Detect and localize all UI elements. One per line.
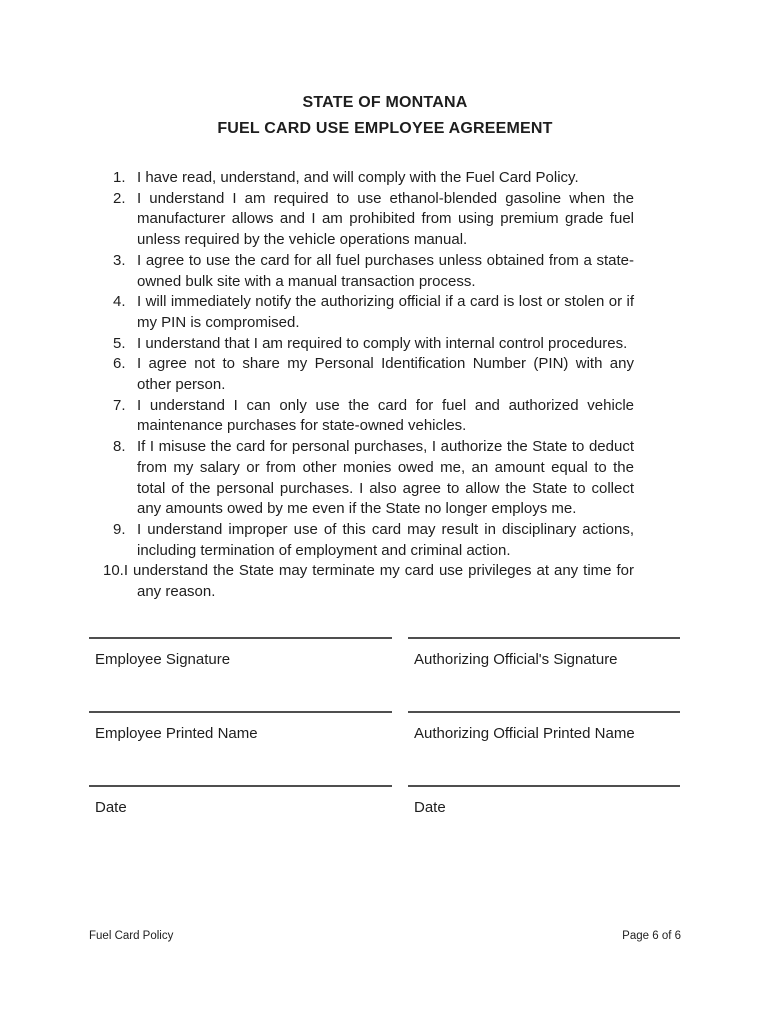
item-number: 9. bbox=[113, 520, 126, 538]
employee-signature-field bbox=[89, 637, 392, 670]
authorizing-official-signature-label: Authorizing Official's Signature bbox=[414, 651, 618, 668]
employee-date-label: Date bbox=[95, 799, 127, 816]
agreement-list bbox=[103, 168, 634, 603]
authorizing-official-printed-name-field bbox=[408, 711, 680, 744]
page-footer bbox=[89, 929, 681, 943]
employee-printed-name-label: Employee Printed Name bbox=[95, 725, 258, 742]
footer-page-number: Page 6 of 6 bbox=[622, 930, 681, 942]
agreement-item-6 bbox=[103, 354, 634, 395]
item-text: I agree not to share my Personal Identification Number (PIN) with any other person. bbox=[137, 355, 634, 394]
item-number: 10. bbox=[103, 562, 124, 580]
item-number: 6. bbox=[113, 355, 126, 373]
item-number: 7. bbox=[113, 396, 126, 414]
item-text: I have read, understand, and will comply with the Fuel Card Policy. bbox=[137, 169, 579, 186]
agreement-item-4 bbox=[103, 292, 634, 333]
item-text: I understand that I am required to comply with internal control procedures. bbox=[137, 334, 628, 352]
item-text: I agree to use the card for all fuel purchases unless obtained from a state-owned bulk site with a manual transaction process. bbox=[137, 251, 634, 290]
item-text: I understand I am required to use ethanol-blended gasoline when the manufacturer allows and I am prohibited from using premium grade fuel unless required by the vehicle operations manual. bbox=[137, 189, 634, 249]
item-text: I understand I can only use the card for fuel and authorized vehicle maintenance purchases for state-owned vehicles. bbox=[137, 396, 634, 435]
item-text: I understand the State may terminate my card use privileges at any time for any reason. bbox=[123, 562, 634, 601]
employee-printed-name-field bbox=[89, 711, 392, 744]
document-title bbox=[0, 90, 770, 142]
agreement-item-5 bbox=[103, 334, 634, 355]
agreement-item-8 bbox=[103, 437, 634, 520]
agreement-item-9 bbox=[103, 520, 634, 561]
item-number: 3. bbox=[113, 251, 126, 269]
item-text: I understand improper use of this card may result in disciplinary actions, including termination of employment and criminal action. bbox=[137, 520, 634, 559]
agreement-item-3 bbox=[103, 251, 634, 292]
item-number: 5. bbox=[113, 334, 126, 352]
item-number: 2. bbox=[113, 189, 126, 207]
signature-row-signatures bbox=[89, 637, 680, 670]
item-number: 8. bbox=[113, 438, 126, 456]
agreement-item-10 bbox=[103, 561, 634, 602]
item-number: 1. bbox=[113, 169, 126, 186]
signature-row-dates bbox=[89, 785, 680, 818]
signature-row-printed-names bbox=[89, 711, 680, 744]
agreement-item-1 bbox=[103, 168, 634, 189]
agreement-item-7 bbox=[103, 396, 634, 437]
agreement-item-2 bbox=[103, 189, 634, 251]
item-text: I will immediately notify the authorizing official if a card is lost or stolen or if my PIN is compromised. bbox=[137, 293, 634, 331]
item-text: If I misuse the card for personal purchases, I authorize the State to deduct from my salary or from other monies owed me, an amount equal to the total of the personal purchases. I also agree to allow the State to collect any amounts owed by me even if the State no longer employs me. bbox=[137, 438, 634, 518]
authorizing-official-date-field bbox=[408, 785, 680, 818]
authorizing-official-date-label: Date bbox=[414, 799, 446, 816]
title-line-2: FUEL CARD USE EMPLOYEE AGREEMENT bbox=[217, 120, 553, 137]
employee-signature-label: Employee Signature bbox=[95, 651, 231, 668]
authorizing-official-signature-field bbox=[408, 637, 680, 670]
employee-date-field bbox=[89, 785, 392, 818]
authorizing-official-printed-name-label: Authorizing Official Printed Name bbox=[414, 725, 635, 742]
item-number: 4. bbox=[113, 293, 126, 311]
title-line-1: STATE OF MONTANA bbox=[302, 94, 468, 111]
footer-document-title: Fuel Card Policy bbox=[89, 930, 174, 942]
